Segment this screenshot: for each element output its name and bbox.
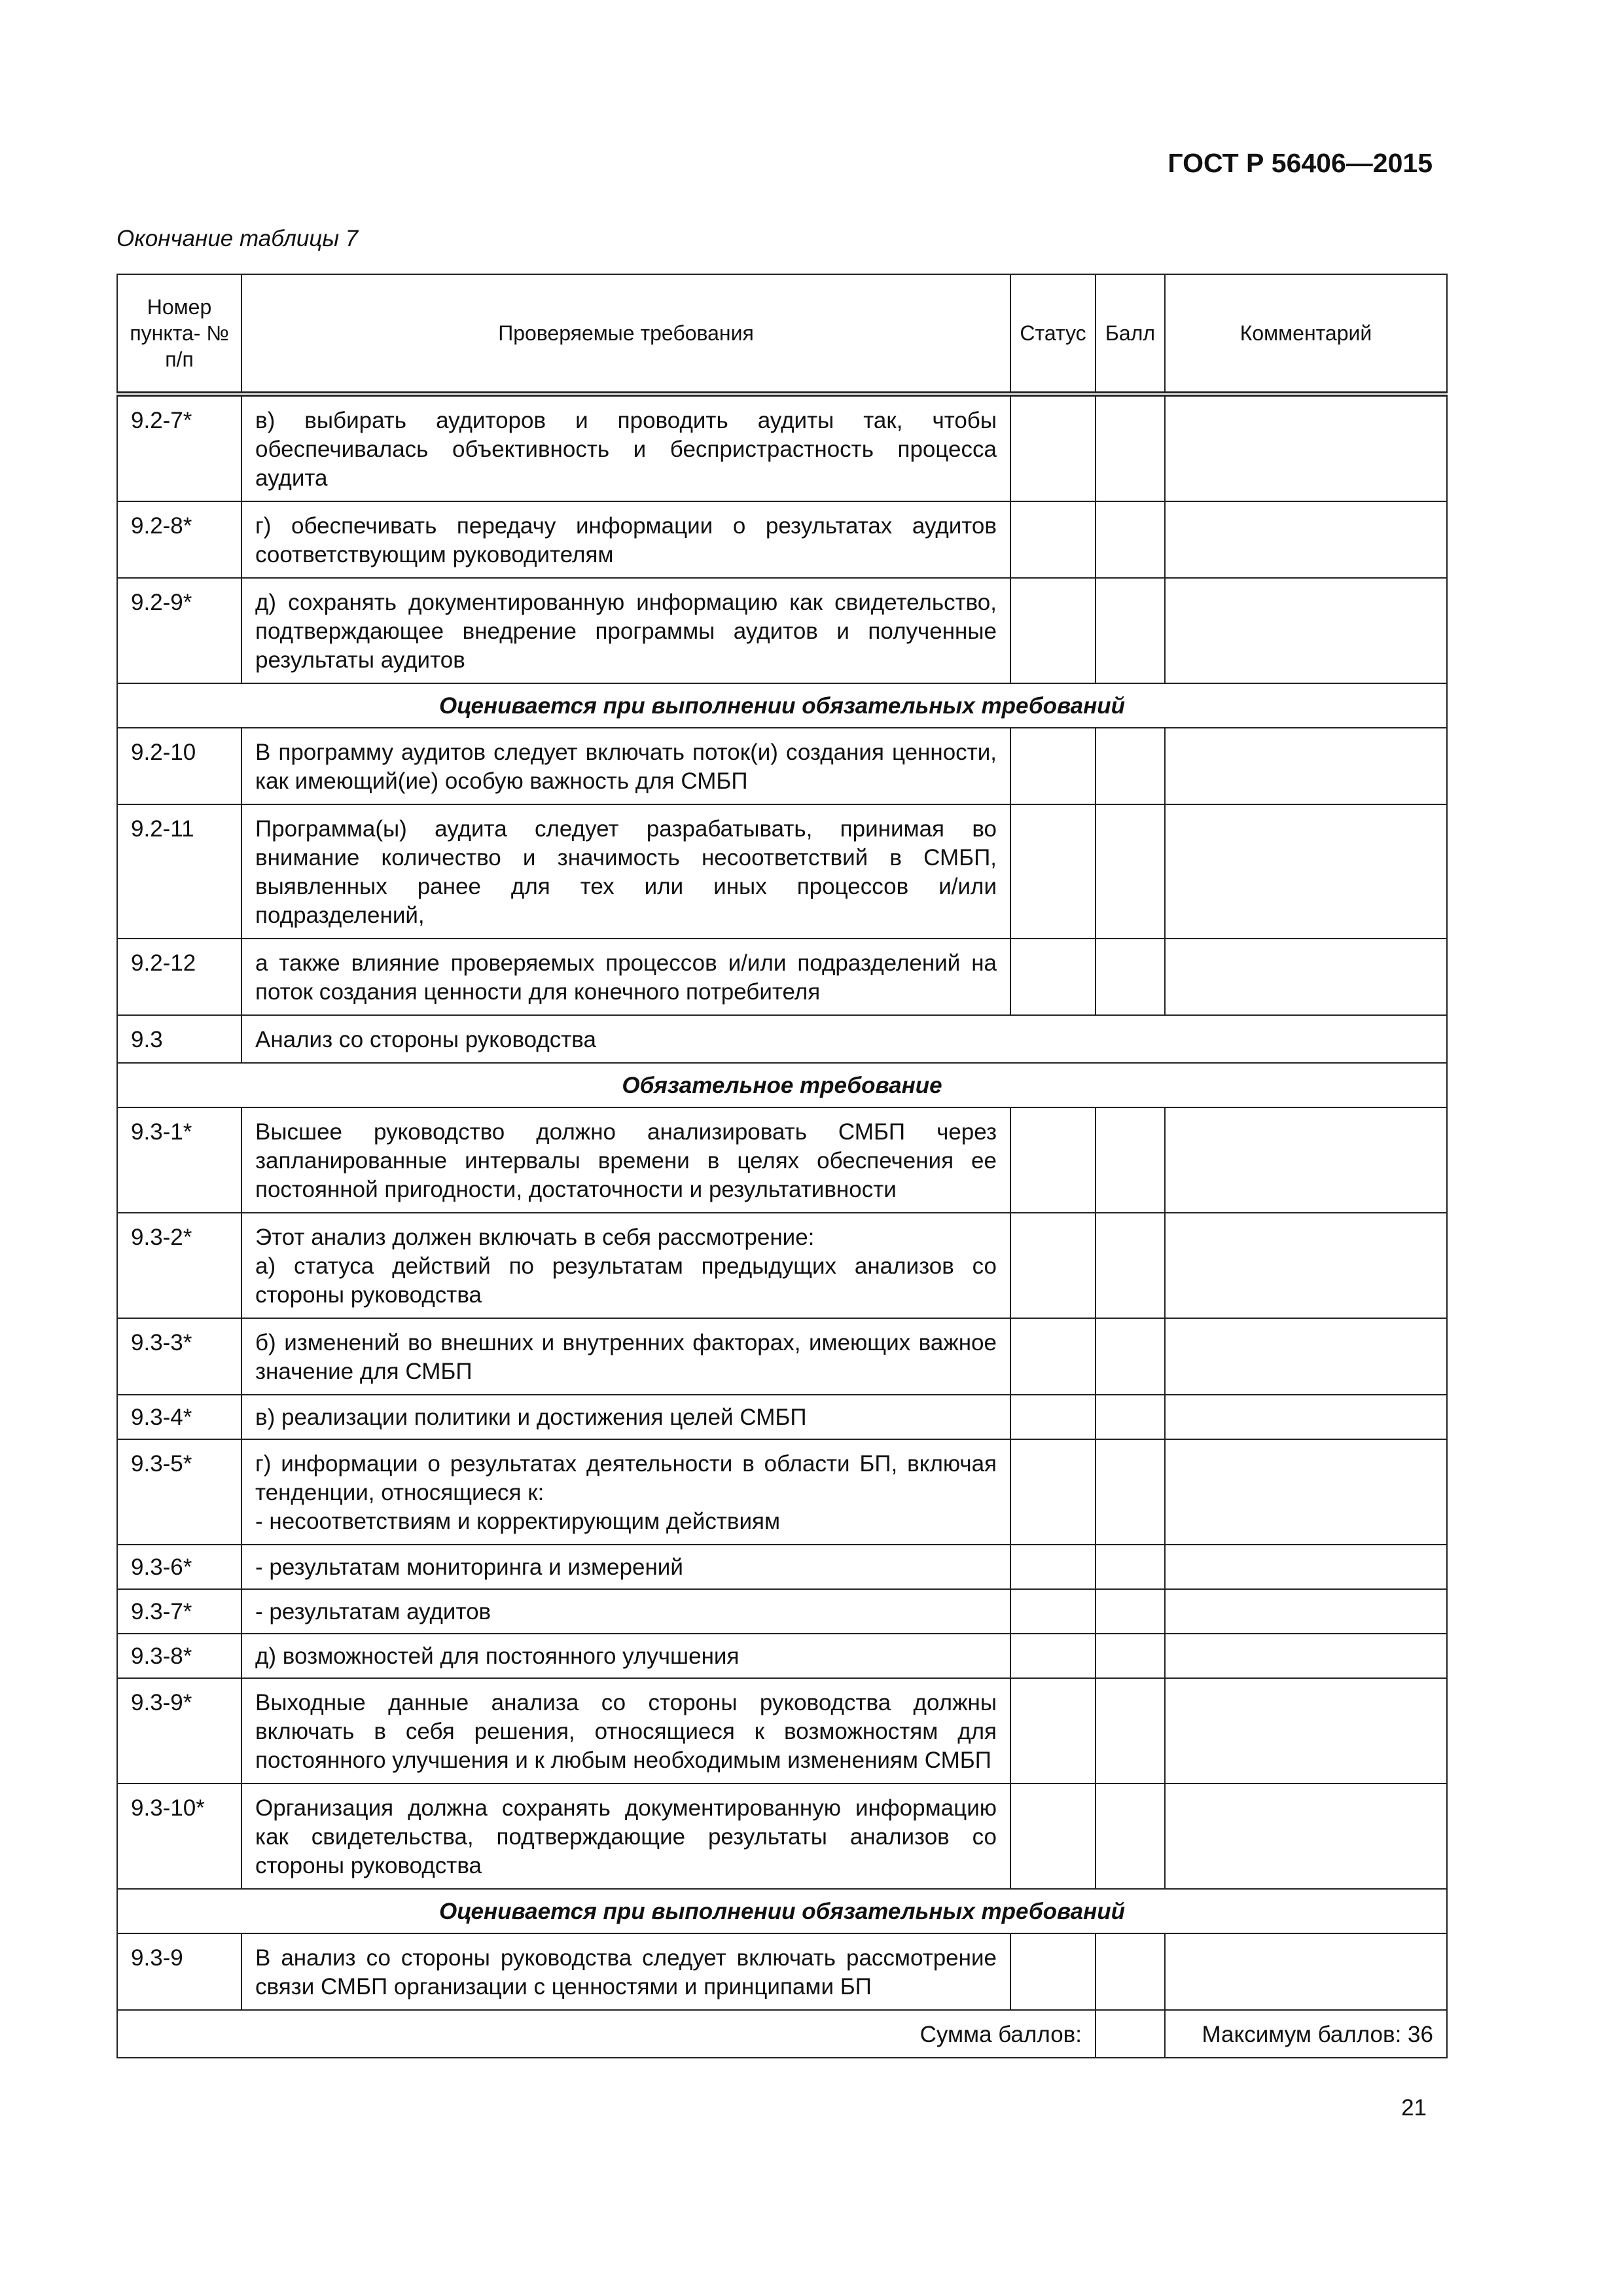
section-number: 9.3 [117,1015,241,1063]
max-score: Максимум баллов: 36 [1165,2010,1447,2058]
comment-cell[interactable] [1165,1318,1447,1395]
requirement-row [117,1784,1447,1889]
section-title: Анализ со стороны руководства [241,1015,1447,1063]
requirement-row [117,578,1447,683]
category-label: Оценивается при выполнении обязательных требований [117,1889,1447,1933]
status-cell[interactable] [1010,1395,1096,1439]
item-number: 9.2-9* [117,578,241,683]
requirement-text: а также влияние проверяемых процессов и/или подразделений на поток создания ценности для конечного потребителя [241,939,1010,1015]
comment-cell[interactable] [1165,1784,1447,1889]
requirement-text: Программа(ы) аудита следует разрабатывать, принимая во внимание количество и значимость несоответствий в СМБП, выявленных ранее для тех или иных процессов и/или подразделений, [241,804,1010,939]
status-cell[interactable] [1010,1784,1096,1889]
item-number: 9.2-11 [117,804,241,939]
table-body [117,394,1447,2010]
header-comment: Комментарий [1165,274,1447,394]
comment-cell[interactable] [1165,1634,1447,1678]
requirement-row [117,501,1447,578]
item-number: 9.2-8* [117,501,241,578]
requirement-row [117,804,1447,939]
category-label: Обязательное требование [117,1063,1447,1107]
table-header-row [117,274,1447,394]
score-cell[interactable] [1096,394,1165,501]
header-score: Балл [1096,274,1165,394]
item-number: 9.3-1* [117,1107,241,1213]
comment-cell[interactable] [1165,1107,1447,1213]
score-cell[interactable] [1096,1678,1165,1784]
status-cell[interactable] [1010,1545,1096,1589]
item-number: 9.2-7* [117,394,241,501]
item-number: 9.3-2* [117,1213,241,1318]
status-cell[interactable] [1010,1589,1096,1634]
score-cell[interactable] [1096,728,1165,804]
item-number: 9.3-7* [117,1589,241,1634]
status-cell[interactable] [1010,939,1096,1015]
requirement-text: в) выбирать аудиторов и проводить аудиты так, чтобы обеспечивалась объективность и беспристрастность процесса аудита [241,394,1010,501]
requirement-text: Этот анализ должен включать в себя рассмотрение: а) статуса действий по результатам предыдущих анализов со стороны руководства [241,1213,1010,1318]
item-number: 9.3-4* [117,1395,241,1439]
comment-cell[interactable] [1165,804,1447,939]
category-row [117,683,1447,728]
comment-cell[interactable] [1165,501,1447,578]
requirement-row [117,1545,1447,1589]
score-cell[interactable] [1096,1213,1165,1318]
comment-cell[interactable] [1165,394,1447,501]
category-label: Оценивается при выполнении обязательных требований [117,683,1447,728]
sum-row [117,2010,1447,2058]
status-cell[interactable] [1010,804,1096,939]
status-cell[interactable] [1010,1678,1096,1784]
comment-cell[interactable] [1165,1395,1447,1439]
status-cell[interactable] [1010,578,1096,683]
item-number: 9.3-5* [117,1439,241,1545]
requirement-text: В программу аудитов следует включать поток(и) создания ценности, как имеющий(ие) особую важность для СМБП [241,728,1010,804]
status-cell[interactable] [1010,728,1096,804]
requirement-text: г) информации о результатах деятельности в области БП, включая тенденции, относящиеся к: - несоответствиям и корректирующим действиям [241,1439,1010,1545]
comment-cell[interactable] [1165,1678,1447,1784]
item-number: 9.3-9 [117,1933,241,2010]
score-cell[interactable] [1096,1589,1165,1634]
category-row [117,1889,1447,1933]
requirement-row [117,1933,1447,2010]
category-row [117,1063,1447,1107]
score-cell[interactable] [1096,939,1165,1015]
requirement-text: Выходные данные анализа со стороны руководства должны включать в себя решения, относящиеся к возможностям для постоянного улучшения и к любым необходимым изменениям СМБП [241,1678,1010,1784]
header-status: Статус [1010,274,1096,394]
requirement-text: в) реализации политики и достижения целей СМБП [241,1395,1010,1439]
status-cell[interactable] [1010,501,1096,578]
item-number: 9.2-12 [117,939,241,1015]
status-cell[interactable] [1010,1213,1096,1318]
score-cell[interactable] [1096,1933,1165,2010]
status-cell[interactable] [1010,1634,1096,1678]
requirement-text: - результатам мониторинга и измерений [241,1545,1010,1589]
comment-cell[interactable] [1165,1439,1447,1545]
requirement-text: б) изменений во внешних и внутренних факторах, имеющих важное значение для СМБП [241,1318,1010,1395]
item-number: 9.3-9* [117,1678,241,1784]
section-row [117,1015,1447,1063]
requirement-text: Организация должна сохранять документированную информацию как свидетельства, подтверждающие результаты анализов со стороны руководства [241,1784,1010,1889]
header-number: Номер пункта- № п/п [117,274,241,394]
header-requirements: Проверяемые требования [241,274,1010,394]
requirement-row [117,1589,1447,1634]
comment-cell[interactable] [1165,1589,1447,1634]
comment-cell[interactable] [1165,1545,1447,1589]
requirement-row [117,394,1447,501]
sum-score-cell[interactable] [1096,2010,1165,2058]
requirement-row [117,1107,1447,1213]
item-number: 9.3-10* [117,1784,241,1889]
score-cell[interactable] [1096,501,1165,578]
sum-label: Сумма баллов: [117,2010,1096,2058]
requirement-text: В анализ со стороны руководства следует включать рассмотрение связи СМБП организации с ценностями и принципами БП [241,1933,1010,2010]
standard-header: ГОСТ Р 56406—2015 [1168,148,1433,178]
status-cell[interactable] [1010,1318,1096,1395]
item-number: 9.3-3* [117,1318,241,1395]
score-cell[interactable] [1096,804,1165,939]
score-cell[interactable] [1096,1318,1165,1395]
score-cell[interactable] [1096,1634,1165,1678]
comment-cell[interactable] [1165,1933,1447,2010]
score-cell[interactable] [1096,578,1165,683]
requirement-text: д) сохранять документированную информацию как свидетельство, подтверждающее внедрение программы аудитов и полученные результаты аудитов [241,578,1010,683]
score-cell[interactable] [1096,1439,1165,1545]
comment-cell[interactable] [1165,939,1447,1015]
table-caption: Окончание таблицы 7 [116,226,359,251]
item-number: 9.2-10 [117,728,241,804]
requirement-row [117,1634,1447,1678]
requirement-text: г) обеспечивать передачу информации о результатах аудитов соответствующим руководителям [241,501,1010,578]
requirement-text: Высшее руководство должно анализировать СМБП через запланированные интервалы времени в целях обеспечения ее постоянной пригодности, достаточности и результативности [241,1107,1010,1213]
status-cell[interactable] [1010,394,1096,501]
requirement-text: д) возможностей для постоянного улучшения [241,1634,1010,1678]
requirement-row [117,728,1447,804]
item-number: 9.3-6* [117,1545,241,1589]
comment-cell[interactable] [1165,728,1447,804]
page-number: 21 [1401,2095,1427,2121]
requirement-row [117,1439,1447,1545]
item-number: 9.3-8* [117,1634,241,1678]
requirement-text: - результатам аудитов [241,1589,1010,1634]
score-cell[interactable] [1096,1395,1165,1439]
requirement-row [117,1213,1447,1318]
requirement-row [117,1678,1447,1784]
requirement-row [117,1318,1447,1395]
requirement-row [117,939,1447,1015]
score-cell[interactable] [1096,1107,1165,1213]
status-cell[interactable] [1010,1439,1096,1545]
requirement-row [117,1395,1447,1439]
requirements-table [116,274,1448,2058]
comment-cell[interactable] [1165,1213,1447,1318]
status-cell[interactable] [1010,1933,1096,2010]
comment-cell[interactable] [1165,578,1447,683]
score-cell[interactable] [1096,1784,1165,1889]
score-cell[interactable] [1096,1545,1165,1589]
status-cell[interactable] [1010,1107,1096,1213]
